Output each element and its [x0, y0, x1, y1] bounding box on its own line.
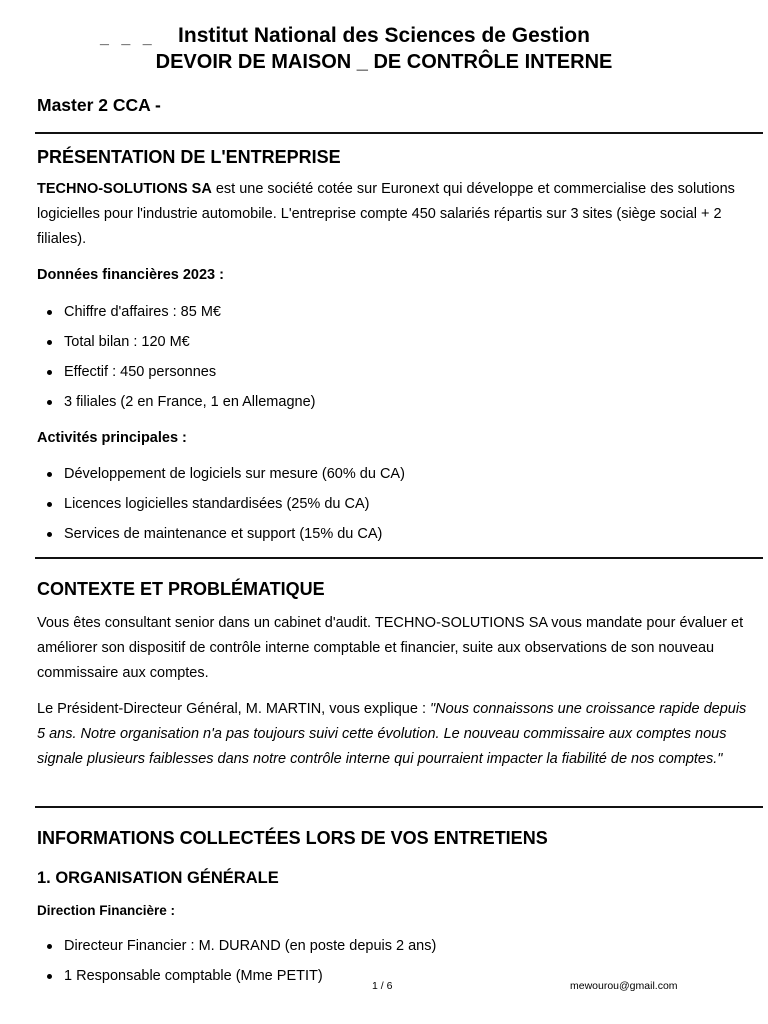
financial-data-title: Données financières 2023 : — [37, 267, 224, 283]
divider — [35, 557, 763, 559]
list-item: Licences logicielles standardisées (25% du CA) — [37, 489, 405, 519]
document-subtitle: Master 2 CCA - — [37, 95, 161, 115]
list-item: Total bilan : 120 M€ — [37, 327, 315, 357]
header-dash: _ _ _ — [100, 30, 156, 47]
section-heading-context: CONTEXTE ET PROBLÉMATIQUE — [37, 579, 325, 599]
page-number: 1 / 6 — [372, 980, 393, 992]
list-item: 1 Responsable comptable (Mme PETIT) — [37, 961, 436, 991]
activities-list — [37, 459, 405, 549]
company-intro-text: est une société cotée sur Euronext qui développe et commercialise des solutions logicielles pour l'industrie automobile. L'entreprise compte 450 salariés répartis sur 3 sites (siège social + 2 filiales). — [37, 181, 735, 247]
financial-data-list — [37, 297, 315, 417]
institute-name: Institut National des Sciences de Gestion — [178, 24, 590, 47]
company-name: TECHNO-SOLUTIONS SA — [37, 181, 212, 197]
list-item: Chiffre d'affaires : 85 M€ — [37, 297, 315, 327]
section-heading-information: INFORMATIONS COLLECTÉES LORS DE VOS ENTRETIENS — [37, 828, 548, 848]
list-item: Développement de logiciels sur mesure (60% du CA) — [37, 459, 405, 489]
subsection-heading-organisation: 1. ORGANISATION GÉNÉRALE — [37, 869, 279, 887]
company-intro-paragraph — [37, 177, 749, 252]
divider — [35, 806, 763, 808]
divider — [35, 132, 763, 134]
footer-email: mewourou@gmail.com — [570, 980, 678, 992]
ceo-quote-lead: Le Président-Directeur Général, M. MARTIN, vous explique : — [37, 701, 431, 717]
section-heading-presentation: PRÉSENTATION DE L'ENTREPRISE — [37, 147, 341, 167]
ceo-quote: "Nous connaissons une croissance rapide depuis 5 ans. Notre organisation n'a pas toujours suivi cette évolution. Le nouveau commissaire aux comptes nous signale plusieurs faiblesses dans notre contrôle interne qui pourraient impacter la fiabilité de nos comptes." — [37, 701, 747, 767]
activities-title: Activités principales : — [37, 430, 187, 446]
list-item: Services de maintenance et support (15% du CA) — [37, 519, 405, 549]
list-item: Directeur Financier : M. DURAND (en poste depuis 2 ans) — [37, 931, 436, 961]
context-paragraph: Vous êtes consultant senior dans un cabinet d'audit. TECHNO-SOLUTIONS SA vous mandate pour évaluer et améliorer son dispositif de contrôle interne comptable et financier, suite aux observations de son nouveau commissaire aux comptes. — [37, 615, 744, 681]
direction-title: Direction Financière : — [37, 903, 176, 918]
ceo-quote-paragraph — [37, 697, 749, 772]
document-title: DEVOIR DE MAISON _ DE CONTRÔLE INTERNE — [155, 51, 613, 73]
list-item: 3 filiales (2 en France, 1 en Allemagne) — [37, 387, 315, 417]
list-item: Effectif : 450 personnes — [37, 357, 315, 387]
